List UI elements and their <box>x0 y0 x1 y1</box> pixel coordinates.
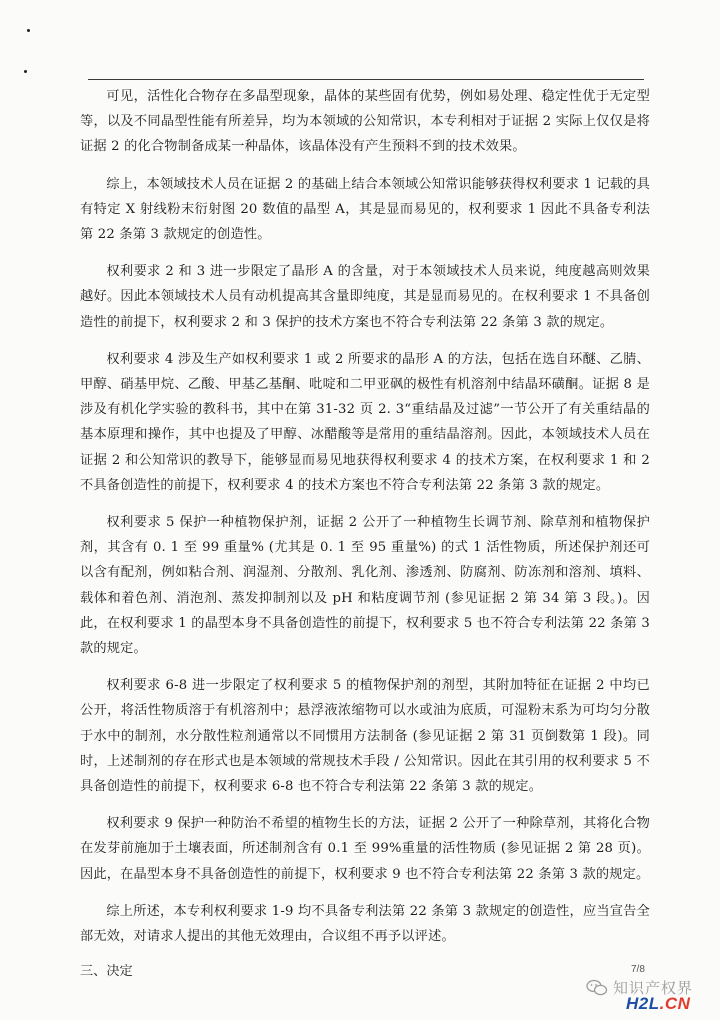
site-logo <box>626 994 690 1014</box>
scan-speck <box>24 70 27 73</box>
section-heading: 三、决定 <box>80 964 133 980</box>
site-logo-main: H2L <box>626 994 660 1013</box>
wechat-icon <box>586 979 608 997</box>
paragraph-6: 权利要求 6-8 进一步限定了权利要求 5 的植物保护剂的剂型，其附加特征在证据 2 中均已公开，将活性物质溶于有机溶剂中；悬浮液浓缩物可以水或油为底质，可湿粉末系为可均匀分散于水中的制剂，水分散性粒剂通常以不同惯用方法制备 (参见证据 2 第 31 页倒数第 1 段)。同时，上述制剂的存在形式也是本领域的常规技术手段 / 公知常识。因此在其引用的权利要求 5 不具备创造性的前提下，权利要求 6-8 也不符合专利法第 22 条第 3 款的规定。 <box>80 678 650 795</box>
header-rule <box>88 79 644 80</box>
paragraph-3: 权利要求 2 和 3 进一步限定了晶形 A 的含量，对于本领域技术人员来说，纯度越高则效果越好。因此本领域技术人员有动机提高其含量即纯度，其是显而易见的。在权利要求 1 不具备创造性的前提下，权利要求 2 和 3 保护的技术方案也不符合专利法第 22 条第 3 款的规定。 <box>80 264 650 330</box>
scan-speck <box>27 29 30 32</box>
paragraph-1: 可见，活性化合物存在多晶型现象，晶体的某些固有优势，例如易处理、稳定性优于无定型等，以及不同晶型性能有所差异，均为本领域的公知常识，本专利相对于证据 2 实际上仅仅是将证据 2 的化合物制备成某一种晶体，该晶体没有产生预料不到的技术效果。 <box>80 89 650 155</box>
page-number: 7/8 <box>631 964 645 975</box>
paragraph-7: 权利要求 9 保护一种防治不希望的植物生长的方法，证据 2 公开了一种除草剂，其将化合物在发芽前施加于土壤表面，所述制剂含有 0.1 至 99%重量的活性物质 (参见证据 2 第 28 页)。因此，在晶型本身不具备创造性的前提下，权利要求 9 也不符合专利法第 22 条第 3 款的规定。 <box>80 816 650 882</box>
paragraph-2: 综上，本领域技术人员在证据 2 的基础上结合本领域公知常识能够获得权利要求 1 记载的具有特定 X 射线粉末衍射图 20 数值的晶型 A，其是显而易见的，权利要求 1 因此不具备专利法第 22 条第 3 款规定的创造性。 <box>80 176 650 243</box>
paragraph-8: 综上所述，本专利权利要求 1-9 均不具备专利法第 22 条第 3 款规定的创造性，应当宣告全部无效，对请求人提出的其他无效理由，合议组不再予以评述。 <box>80 903 650 945</box>
paragraph-4: 权利要求 4 涉及生产如权利要求 1 或 2 所要求的晶形 A 的方法，包括在选自环醚、乙腈、甲醇、硝基甲烷、乙酸、甲基乙基酮、吡啶和二甲亚砜的极性有机溶剂中结晶环磺酮。证据 8 是涉及有机化学实验的教科书，其中在第 31-32 页 2. 3“重结晶及过滤”一节公开了有关重结晶的基本原理和操作，其中也提及了甲醇、冰醋酸等是常用的重结晶溶剂。因此，本领域技术人员在证据 2 和公知常识的教导下，能够显而易见地获得权利要求 4 的技术方案，在权利要求 1 和 2 不具备创造性的前提下，权利要求 4 的技术方案也不符合专利法第 22 条第 3 款的规定。 <box>80 351 650 493</box>
site-logo-accent: .CN <box>659 994 691 1013</box>
watermark-text: 知识产权界 <box>613 980 694 997</box>
document-body <box>80 84 650 984</box>
paragraph-5: 权利要求 5 保护一种植物保护剂，证据 2 公开了一种植物生长调节剂、除草剂和植物保护剂，其含有 0. 1 至 99 重量% (尤其是 0. 1 至 95 重量%) 的式 1 活性物质，所述保护剂还可以含有配剂，例如粘合剂、润湿剂、分散剂、乳化剂、渗透剂、防腐剂、防冻剂和溶剂、填料、载体和着色剂、消泡剂、蒸发抑制剂以及 pH 和粘度调节剂 (参见证据 2 第 34 第 3 段。)。因此，在权利要求 1 的晶型本身不具备创造性的前提下，权利要求 5 也不符合专利法第 22 条第 3 款的规定。 <box>80 515 650 657</box>
